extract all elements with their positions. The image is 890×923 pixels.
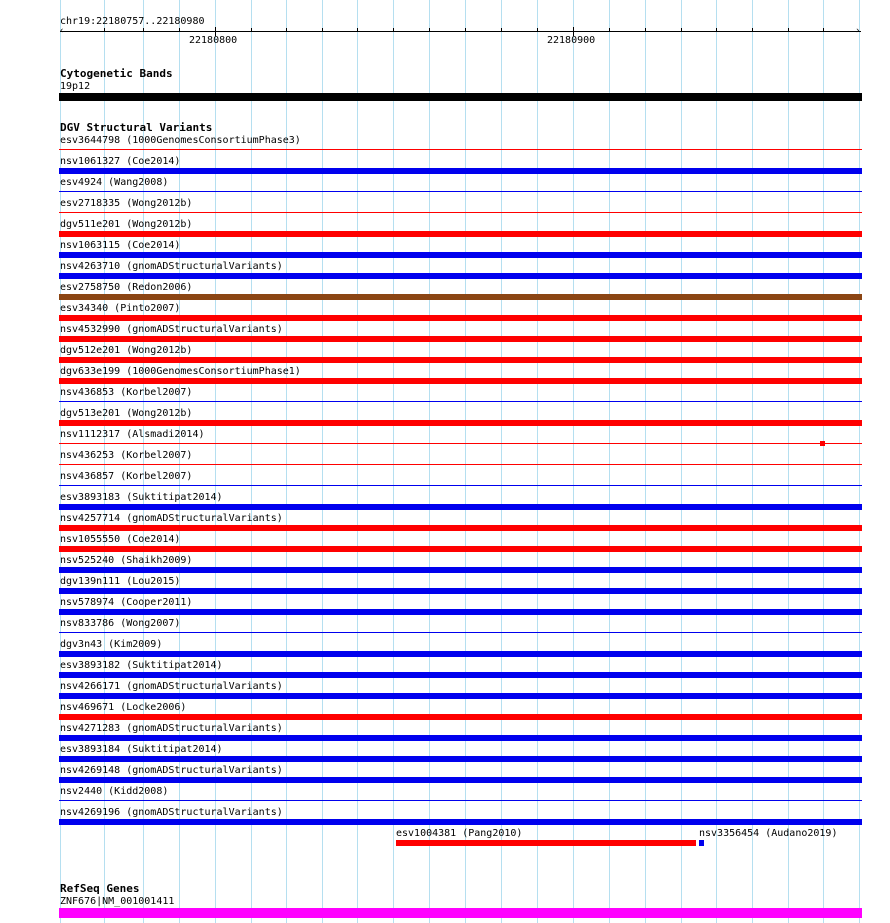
dgv-variant-bar[interactable] xyxy=(59,252,862,258)
dgv-variant-label: esv3893182 (Suktitipat2014) xyxy=(60,660,223,671)
ruler-tick xyxy=(823,28,824,32)
dgv-variant-label: dgv633e199 (1000GenomesConsortiumPhase1) xyxy=(60,366,301,377)
dgv-variant-bar[interactable] xyxy=(59,485,862,486)
ruler-axis[interactable] xyxy=(60,31,861,32)
dgv-variant-label: esv34340 (Pinto2007) xyxy=(60,303,181,314)
dgv-variant-bar[interactable] xyxy=(59,420,862,426)
dgv-variant-label: nsv833786 (Wong2007) xyxy=(60,618,181,629)
left-arrow-icon[interactable]: ‹ xyxy=(59,26,65,36)
refseq-track-title[interactable]: RefSeq Genes xyxy=(60,882,140,895)
dgv-variant-label: nsv4269148 (gnomADStructuralVariants) xyxy=(60,765,283,776)
dgv-variant-label: nsv4271283 (gnomADStructuralVariants) xyxy=(60,723,283,734)
dgv-variant-bar[interactable] xyxy=(59,672,862,678)
ruler-tick xyxy=(537,28,538,32)
dgv-variant-label: esv2758750 (Redon2006) xyxy=(60,282,193,293)
dgv-variant-label: nsv469671 (Locke2006) xyxy=(60,702,187,713)
dgv-variant-bar[interactable] xyxy=(59,525,862,531)
dgv-variant-bar[interactable] xyxy=(59,632,862,633)
ruler-tick-label-2: 22180900 xyxy=(547,35,596,46)
ruler-tick xyxy=(788,28,789,32)
partial-variant-label-1: esv1004381 (Pang2010) xyxy=(396,828,523,839)
dgv-variant-bar[interactable] xyxy=(59,212,862,213)
dgv-variant-bar[interactable] xyxy=(59,168,862,174)
dgv-variant-bar[interactable] xyxy=(59,588,862,594)
dgv-variant-bar[interactable] xyxy=(59,651,862,657)
dgv-variant-label: nsv4532990 (gnomADStructuralVariants) xyxy=(60,324,283,335)
ruler-tick xyxy=(251,28,252,32)
dgv-variant-bar[interactable] xyxy=(59,714,862,720)
dgv-variant-bar[interactable] xyxy=(59,819,862,825)
dgv-variant-bar[interactable] xyxy=(59,443,862,444)
dgv-variant-bar[interactable] xyxy=(59,735,862,741)
dgv-variant-bar[interactable] xyxy=(59,609,862,615)
dgv-variant-label: nsv1063115 (Coe2014) xyxy=(60,240,181,251)
dgv-variant-bar[interactable] xyxy=(59,504,862,510)
dgv-variant-bar[interactable] xyxy=(59,191,862,192)
dgv-variant-label: nsv4257714 (gnomADStructuralVariants) xyxy=(60,513,283,524)
dgv-variant-bar[interactable] xyxy=(59,231,862,237)
dgv-variant-bar[interactable] xyxy=(59,273,862,279)
dgv-variant-bar[interactable] xyxy=(59,693,862,699)
dgv-variant-bar[interactable] xyxy=(59,800,862,801)
dgv-variant-bar[interactable] xyxy=(59,464,862,465)
dgv-variant-label: esv3644798 (1000GenomesConsortiumPhase3) xyxy=(60,135,301,146)
right-arrow-icon[interactable]: › xyxy=(855,26,861,36)
ruler-tick xyxy=(357,28,358,32)
dgv-variant-label: nsv1061327 (Coe2014) xyxy=(60,156,181,167)
cytoband-label: 19p12 xyxy=(60,81,91,92)
dgv-variant-bar[interactable] xyxy=(59,336,862,342)
refseq-gene-label: ZNF676|NM_001001411 xyxy=(60,896,175,907)
dgv-variant-label: nsv436853 (Korbel2007) xyxy=(60,387,193,398)
ruler-tick xyxy=(609,28,610,32)
dgv-variant-label: nsv4269196 (gnomADStructuralVariants) xyxy=(60,807,283,818)
dgv-variant-label: nsv436857 (Korbel2007) xyxy=(60,471,193,482)
dgv-variant-label: esv3893183 (Suktitipat2014) xyxy=(60,492,223,503)
dgv-variant-bar[interactable] xyxy=(59,294,862,300)
dgv-variant-label: nsv4266171 (gnomADStructuralVariants) xyxy=(60,681,283,692)
dgv-track-title[interactable]: DGV Structural Variants xyxy=(60,121,213,134)
ruler-tick xyxy=(143,28,144,32)
dgv-variant-bar[interactable] xyxy=(59,777,862,783)
cytoband-bar[interactable] xyxy=(59,93,862,101)
ruler-tick xyxy=(645,28,646,32)
dgv-variant-bar[interactable] xyxy=(59,378,862,384)
dgv-variant-bar[interactable] xyxy=(59,357,862,363)
cytoband-track-title[interactable]: Cytogenetic Bands xyxy=(60,67,173,80)
ruler-tick xyxy=(322,28,323,32)
dgv-variant-bar[interactable] xyxy=(59,401,862,402)
dgv-variant-label: nsv2440 (Kidd2008) xyxy=(60,786,169,797)
refseq-gene-bar[interactable] xyxy=(59,908,862,918)
dgv-variant-bar[interactable] xyxy=(59,315,862,321)
dgv-variant-label: dgv512e201 (Wong2012b) xyxy=(60,345,193,356)
dgv-variant-bar[interactable] xyxy=(59,756,862,762)
ruler-tick xyxy=(465,28,466,32)
partial-variant-label-2: nsv3356454 (Audano2019) xyxy=(699,828,838,839)
dgv-variant-label: nsv1112317 (Alsmadi2014) xyxy=(60,429,205,440)
dgv-variant-label: nsv436253 (Korbel2007) xyxy=(60,450,193,461)
dgv-variant-label: dgv3n43 (Kim2009) xyxy=(60,639,163,650)
ruler-tick xyxy=(752,28,753,32)
dgv-variant-label: nsv525240 (Shaikh2009) xyxy=(60,555,193,566)
dgv-variant-label: esv4924 (Wang2008) xyxy=(60,177,169,188)
dgv-variant-label: dgv139n111 (Lou2015) xyxy=(60,576,181,587)
ruler-tick xyxy=(681,28,682,32)
ruler-tick xyxy=(179,28,180,32)
partial-variant-bar-2[interactable] xyxy=(699,840,704,846)
partial-variant-bar-1[interactable] xyxy=(396,840,696,846)
ruler-tick xyxy=(286,28,287,32)
dgv-variant-label: dgv513e201 (Wong2012b) xyxy=(60,408,193,419)
ruler-tick xyxy=(429,28,430,32)
ruler-tick xyxy=(716,28,717,32)
ruler-tick-label-1: 22180800 xyxy=(189,35,238,46)
dgv-variant-bar[interactable] xyxy=(59,546,862,552)
dgv-variant-label: dgv511e201 (Wong2012b) xyxy=(60,219,193,230)
ruler-tick xyxy=(501,28,502,32)
dgv-variant-label: esv3893184 (Suktitipat2014) xyxy=(60,744,223,755)
dgv-variant-label: nsv578974 (Cooper2011) xyxy=(60,597,193,608)
dgv-variant-label: nsv1055550 (Coe2014) xyxy=(60,534,181,545)
ruler-range-label: chr19:22180757..22180980 xyxy=(60,16,205,27)
dgv-variant-label: nsv4263710 (gnomADStructuralVariants) xyxy=(60,261,283,272)
dgv-variant-label: esv2718335 (Wong2012b) xyxy=(60,198,193,209)
dgv-variant-end-box[interactable] xyxy=(820,441,825,446)
ruler-tick xyxy=(393,28,394,32)
ruler-tick xyxy=(104,28,105,32)
dgv-variant-bar[interactable] xyxy=(59,149,862,150)
dgv-variant-bar[interactable] xyxy=(59,567,862,573)
